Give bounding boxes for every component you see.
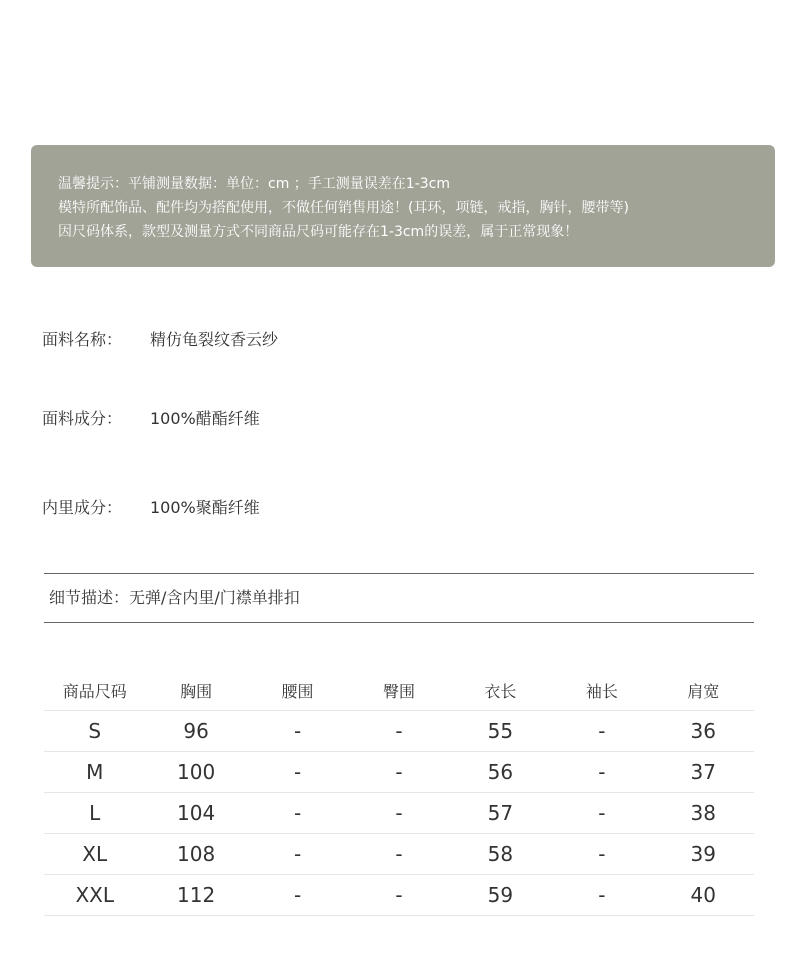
lining-composition-value: 100%聚酯纤维 [150, 498, 260, 517]
table-cell: - [348, 752, 449, 793]
table-cell: - [247, 834, 348, 875]
fabric-composition-row [42, 407, 260, 431]
table-cell: - [247, 752, 348, 793]
table-cell: 40 [653, 875, 754, 916]
detail-label: 细节描述： [49, 588, 130, 607]
header-chest: 胸围 [145, 670, 246, 711]
detail-row [49, 586, 300, 610]
table-cell: 59 [450, 875, 551, 916]
notice-line-3: 因尺码体系，款型及测量方式不同商品尺码可能存在1-3cm的误差，属于正常现象！ [58, 224, 579, 240]
table-cell: - [551, 834, 652, 875]
table-row [44, 752, 754, 793]
table-cell: L [44, 793, 145, 834]
table-cell: - [551, 711, 652, 752]
table-cell: - [348, 793, 449, 834]
fabric-name-value: 精仿龟裂纹香云纱 [150, 330, 279, 349]
table-cell: XXL [44, 875, 145, 916]
table-row [44, 834, 754, 875]
table-cell: 55 [450, 711, 551, 752]
fabric-name-row [42, 328, 278, 352]
table-cell: - [247, 875, 348, 916]
table-cell: - [348, 711, 449, 752]
table-cell: - [551, 875, 652, 916]
notice-banner [31, 145, 775, 267]
size-table [44, 670, 754, 916]
table-cell: - [247, 711, 348, 752]
table-cell: 56 [450, 752, 551, 793]
table-cell: 104 [145, 793, 246, 834]
table-cell: 36 [653, 711, 754, 752]
detail-bottom-divider [44, 622, 754, 623]
table-cell: 112 [145, 875, 246, 916]
table-cell: 38 [653, 793, 754, 834]
header-hip: 臀围 [348, 670, 449, 711]
table-cell: 108 [145, 834, 246, 875]
header-waist: 腰围 [247, 670, 348, 711]
table-cell: 96 [145, 711, 246, 752]
header-size: 商品尺码 [44, 670, 145, 711]
size-table-header-row [44, 670, 754, 711]
table-row [44, 711, 754, 752]
table-cell: 57 [450, 793, 551, 834]
table-cell: 100 [145, 752, 246, 793]
table-cell: - [247, 793, 348, 834]
header-length: 衣长 [450, 670, 551, 711]
lining-composition-row [42, 496, 260, 520]
fabric-composition-label: 面料成分： [42, 409, 123, 428]
detail-top-divider [44, 573, 754, 574]
notice-line-1: 温馨提示：平铺测量数据：单位：cm ；手工测量误差在1-3cm [58, 176, 450, 192]
table-cell: M [44, 752, 145, 793]
header-sleeve: 袖长 [551, 670, 652, 711]
table-cell: - [348, 834, 449, 875]
lining-composition-label: 内里成分： [42, 498, 123, 517]
fabric-composition-value: 100%醋酯纤维 [150, 409, 260, 428]
table-cell: XL [44, 834, 145, 875]
table-cell: S [44, 711, 145, 752]
table-cell: - [551, 793, 652, 834]
detail-value: 无弹/含内里/门襟单排扣 [129, 588, 300, 607]
table-cell: - [348, 875, 449, 916]
table-cell: 37 [653, 752, 754, 793]
table-row [44, 875, 754, 916]
notice-line-2: 模特所配饰品、配件均为搭配使用，不做任何销售用途！(耳环，项链，戒指，胸针，腰带等) [58, 200, 629, 216]
table-row [44, 793, 754, 834]
table-cell: 58 [450, 834, 551, 875]
header-shoulder: 肩宽 [653, 670, 754, 711]
table-cell: - [551, 752, 652, 793]
fabric-name-label: 面料名称： [42, 330, 123, 349]
table-cell: 39 [653, 834, 754, 875]
